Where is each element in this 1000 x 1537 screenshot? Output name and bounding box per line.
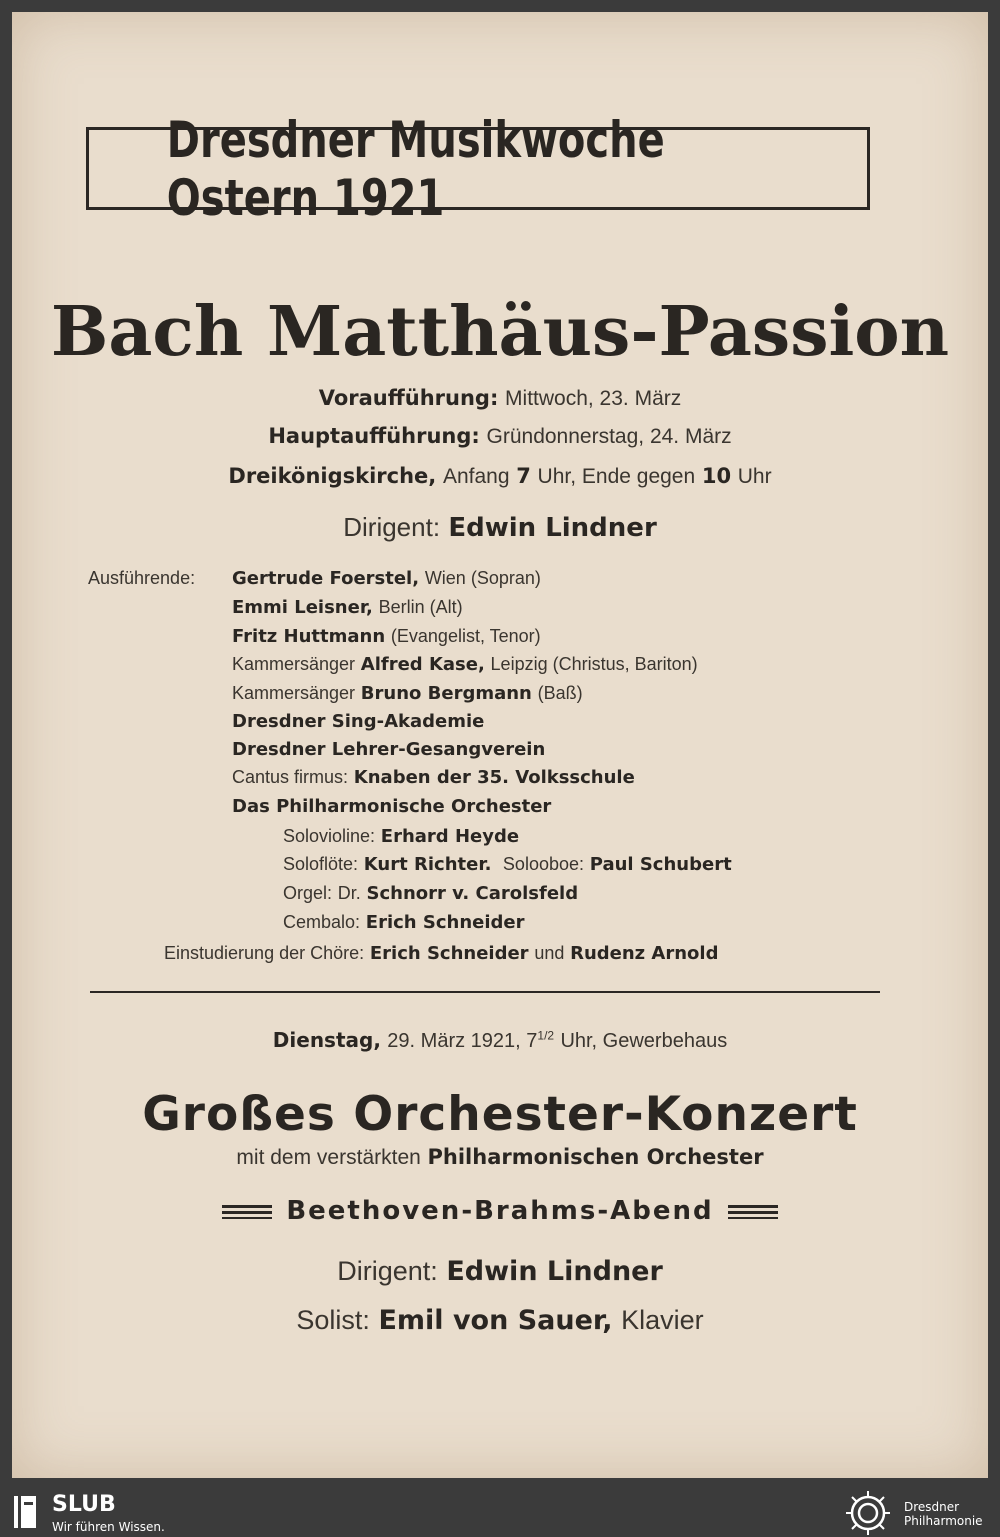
festival-title: Dresdner Musikwoche Ostern 1921 bbox=[166, 110, 665, 227]
venue-time-line bbox=[12, 464, 988, 489]
soloist-violin-row bbox=[283, 826, 519, 847]
choir-rehearsal-line bbox=[164, 943, 718, 964]
concert-day: Dienstag, bbox=[272, 1028, 381, 1052]
performer-name: Knaben der 35. Volksschule bbox=[353, 767, 635, 788]
passion-title: Bach Matthäus-Passion bbox=[50, 292, 950, 372]
passion-conductor-line bbox=[12, 512, 988, 543]
evening-title: Beethoven-Brahms-Abend bbox=[286, 1196, 714, 1226]
main-label: Hauptaufführung: bbox=[268, 424, 480, 448]
choir-and: und bbox=[534, 943, 565, 963]
performer-prefix: Kammersänger bbox=[232, 654, 356, 674]
concert-title: Großes Orchester-Konzert bbox=[142, 1087, 858, 1142]
flute-soloist: Kurt Richter. bbox=[363, 854, 492, 875]
conductor-label: Dirigent: bbox=[337, 1256, 438, 1286]
performer-row bbox=[232, 711, 484, 732]
performer-name: Emmi Leisner, bbox=[232, 597, 373, 618]
time-text-a: Anfang bbox=[442, 465, 510, 488]
section-divider bbox=[90, 991, 880, 993]
concert-date: 29. März 1921, 7 bbox=[387, 1030, 538, 1052]
program-sheet bbox=[12, 12, 988, 1478]
soloist-cembalo-row bbox=[283, 912, 525, 933]
slub-tagline: Wir führen Wissen. bbox=[52, 1520, 165, 1534]
performers-label: Ausführende: bbox=[88, 568, 196, 588]
organ-prefix: Dr. bbox=[337, 883, 361, 903]
performer-row bbox=[232, 626, 541, 647]
performer-row bbox=[232, 568, 541, 589]
preview-label: Voraufführung: bbox=[318, 386, 499, 410]
soloist-name: Emil von Sauer, bbox=[378, 1305, 613, 1336]
performer-name: Dresdner Lehrer-Gesangverein bbox=[232, 739, 546, 760]
performer-row bbox=[232, 683, 583, 704]
triple-rule-right bbox=[728, 1205, 778, 1219]
choir-director-a: Erich Schneider bbox=[369, 943, 529, 964]
performer-name: Gertrude Foerstel, bbox=[232, 568, 420, 589]
concert-venue: Uhr, Gewerbehaus bbox=[560, 1030, 728, 1052]
performer-detail: Berlin (Alt) bbox=[378, 597, 463, 617]
oboe-soloist: Paul Schubert bbox=[589, 854, 732, 875]
footer-bar bbox=[0, 1488, 1000, 1537]
concert-half-hour: 1/2 bbox=[537, 1028, 555, 1043]
performer-name: Fritz Huttmann bbox=[232, 626, 386, 647]
performer-row bbox=[232, 767, 635, 788]
slub-book-icon bbox=[12, 1492, 40, 1532]
soloist-line bbox=[12, 1305, 988, 1336]
performer-prefix: Kammersänger bbox=[232, 683, 356, 703]
conductor-label: Dirigent: bbox=[343, 512, 441, 542]
organ-label: Orgel: bbox=[283, 883, 333, 903]
performer-detail: Wien (Sopran) bbox=[424, 568, 541, 588]
performer-name: Das Philharmonische Orchester bbox=[232, 796, 552, 817]
performer-row bbox=[232, 654, 698, 675]
with-text: mit dem verstärkten bbox=[236, 1146, 421, 1169]
preview-performance-line bbox=[12, 386, 988, 411]
performer-row bbox=[232, 796, 551, 817]
time-text-c: Uhr bbox=[737, 465, 772, 488]
philharmonie-line1: Dresdner bbox=[904, 1500, 960, 1514]
soloist-instrument: Klavier bbox=[621, 1305, 704, 1335]
cembalo-label: Cembalo: bbox=[283, 912, 361, 932]
performer-name: Dresdner Sing-Akademie bbox=[232, 711, 485, 732]
choir-director-b: Rudenz Arnold bbox=[570, 943, 719, 964]
time-text-b: Uhr, Ende gegen bbox=[537, 465, 696, 488]
concert-conductor-line bbox=[12, 1256, 988, 1287]
performer-detail: (Baß) bbox=[537, 683, 583, 703]
performer-detail: Leipzig (Christus, Bariton) bbox=[490, 654, 698, 674]
organ-soloist: Schnorr v. Carolsfeld bbox=[366, 883, 579, 904]
main-date: Gründonnerstag, 24. März bbox=[486, 425, 732, 448]
choir-label: Einstudierung der Chöre: bbox=[164, 943, 365, 963]
venue: Dreikönigskirche, bbox=[228, 464, 437, 488]
performer-row bbox=[232, 597, 463, 618]
philharmonie-line2: Philharmonie bbox=[904, 1514, 983, 1528]
conductor-name: Edwin Lindner bbox=[448, 513, 657, 543]
conductor-name: Edwin Lindner bbox=[446, 1256, 663, 1287]
violin-label: Solovioline: bbox=[283, 826, 376, 846]
performer-detail: (Evangelist, Tenor) bbox=[390, 626, 541, 646]
philharmonie-logo-icon bbox=[842, 1490, 894, 1536]
soloist-wind-row bbox=[283, 854, 732, 875]
violin-soloist: Erhard Heyde bbox=[380, 826, 520, 847]
orchestra-name: Philharmonischen Orchester bbox=[427, 1145, 764, 1169]
performer-name: Bruno Bergmann bbox=[360, 683, 532, 704]
end-time: 10 bbox=[701, 464, 732, 488]
festival-header-box bbox=[86, 110, 870, 227]
start-time: 7 bbox=[516, 464, 531, 488]
soloist-organ-row bbox=[283, 883, 578, 904]
oboe-label: Solooboe: bbox=[502, 854, 584, 874]
evening-title-row bbox=[12, 1196, 988, 1226]
performer-prefix: Cantus firmus: bbox=[232, 767, 349, 787]
slub-name: SLUB bbox=[52, 1492, 116, 1517]
philharmonie-name bbox=[904, 1500, 983, 1528]
orchestra-line bbox=[12, 1145, 988, 1170]
performer-row bbox=[232, 739, 545, 760]
triple-rule-left bbox=[222, 1205, 272, 1219]
main-performance-line bbox=[12, 424, 988, 449]
flute-label: Soloflöte: bbox=[283, 854, 359, 874]
preview-date: Mittwoch, 23. März bbox=[505, 387, 682, 410]
soloist-label: Solist: bbox=[296, 1305, 370, 1335]
performer-name: Alfred Kase, bbox=[360, 654, 485, 675]
concert-date-line bbox=[12, 1028, 988, 1053]
cembalo-soloist: Erich Schneider bbox=[365, 912, 525, 933]
